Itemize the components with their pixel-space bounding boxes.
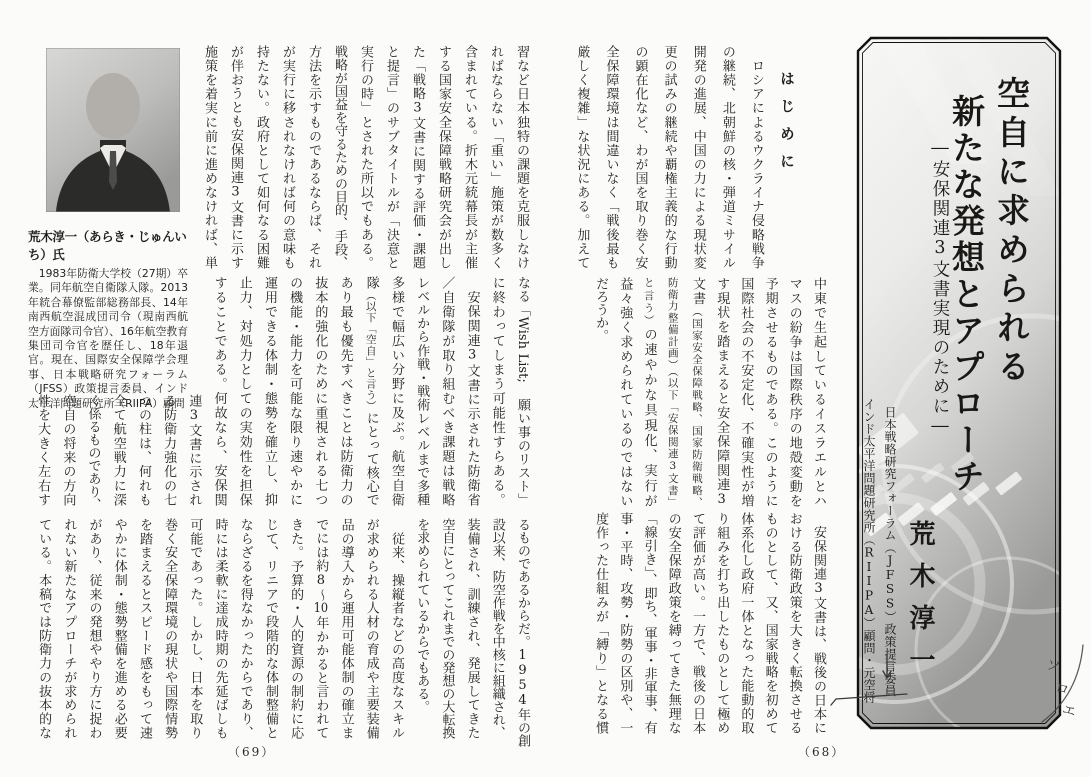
text-column: 可能であった。しかし、日本を取り [187,518,203,739]
text-column: 装備され、訓練され、発展してきた [464,518,480,739]
text-column: ている。本稿では防衛力の抜本的な [36,518,52,739]
left-page-band-middle [30,276,535,511]
text-column: 防衛力整備計画）（以下「安保関連3文書」 [666,277,679,507]
text-column: れない新たなアプローチが求められ [61,518,77,739]
text-column: なる「Wish List; 願い事のリスト」 [515,276,530,507]
text-column: 全て航空戦力に深 [110,394,126,506]
text-column: 隊（以下「空自」と言う）にとって核心で [363,276,379,507]
text-column: ならざるを得なかったからであり、 [237,518,253,739]
right-page-band-lower [588,512,830,734]
text-column: することである。何故なら、安保関 [211,276,227,506]
text-column: ロシアによるウクライナ侵略戦争 [748,45,764,269]
text-column: 設以来、防空作戦を中核に組織され、 [489,518,505,739]
text-column: の継続、北朝鮮の核・弾道ミサイル [719,45,735,269]
article-title-line2: 新たな発想とアプローチ [947,94,986,496]
text-column: おける防衛政策を大きく転換させる [786,512,802,734]
text-column: があり、従来の発想ややり方に捉わ [86,518,102,739]
text-column: 事・平時、攻勢・防勢の区別や、一 [617,512,633,734]
text-column: ／自衛隊が取り組むべき課題は戦略 [439,276,455,506]
title-block [856,36,1062,730]
text-column: 運用できる体制・態勢を確立し、抑 [261,276,277,506]
text-column: 更の試みの継続や覇権主義的な行動 [661,45,677,269]
page-number-left: （69） [228,745,276,759]
text-column: ものとして、又、国家戦略を初めて [762,512,778,734]
text-column: と提言」のサブタイトルが「決意と [384,45,399,269]
text-column: 文書（国家安全保障戦略、国家防衛戦略、 [689,277,705,508]
text-column: 連3文書に示され [186,394,202,506]
author-name: 荒木淳一 [905,520,935,688]
right-page-band-middle [588,277,830,507]
text-column: 国際社会の不安定化、不確実性が増 [738,277,754,507]
text-column: 性を大きく左右す [35,394,51,506]
article-title-line1: 空自に求められる [992,76,1031,388]
text-column: の機能・能力を可能な限り速やかに [287,276,303,506]
right-page-band-intro [566,45,800,269]
text-column: 全保障環境は間違いなく「戦後最も [603,45,619,269]
text-column: を求められているからでもある。 [414,518,430,713]
text-column: つの柱は、何れも [135,394,151,506]
text-column: 多様で幅広い分野に及ぶ。航空自衛 [388,276,404,506]
text-column: 実行の時」とされた所以でもある。 [358,45,373,269]
text-column: じて、リニアで段階的な体制整備と [262,518,278,739]
text-column: だろうか。 [593,277,609,342]
author-bio-text: 1983年防衛大学校（27期）卒業。同年航空自衛隊入隊。2013年統合幕僚監部総務部長、14年南西航空混成団司令（現南西航空方面隊司令官）、16年航空教育集団司令官を歴任し、18年退官。現在、国際安全保障学会理事、日本戦略研究フォーラム（JFSS）政策提言委員、インド太平洋問題研究所（RIIPA）顧問 [28,267,188,410]
text-column: 止力、対処力としての実効性を担保 [236,276,252,506]
text-column: る防衛力強化の七 [161,394,177,506]
text-column: く係るものであり、 [85,394,101,511]
svg-text:エ: エ [1059,701,1079,722]
left-page-band-upper [196,45,534,269]
text-column: はじめに [778,71,794,181]
text-column: あり最も優先すべきことは防衛力の [337,276,353,506]
text-column: 益々強く求められているのではない [617,277,633,507]
text-column: と言う）の速やかな具現化、実行が [641,277,657,508]
author-bio-name: 荒木淳一（あらき・じゅんいち）氏 [28,229,187,262]
text-column: マスの紛争は国際秩序の地殻変動を [786,277,802,507]
text-column: 安保関連3文書は、戦後の日本に [811,512,826,734]
text-column: た「戦略3文書に関する評価・課題 [410,45,425,269]
author-affiliation-line2: インド太平洋問題研究所（RIIPA）顧問・元空将 [862,398,876,704]
author-affiliation-line1: 日本戦略研究フォーラム（JFSS）政策提言委員 [883,406,897,697]
text-column: て評価が高い。一方で、戦後の日本 [689,512,705,734]
text-column: 戦略が国益を守るための目的、手段、 [332,45,347,269]
text-column: 厳しく複雑」な状況にある。加えて [574,45,590,269]
author-photo-image [46,48,180,212]
text-column: が伴おうとも安保関連3文書に示す [228,45,243,269]
text-column: 空自にとってこれまでの発想の大転換 [439,518,455,739]
text-column: 習など日本独特の課題を克服しなけ [514,45,529,269]
text-column: ればならない「重い」施策が数多く [488,45,503,269]
text-column: 予期させるものである。このように [762,277,778,507]
text-column: 空自の将来の方向 [60,394,76,506]
article-subtitle: ―安保関連3文書実現のために― [930,138,950,438]
text-column: やかに体制・態勢整備を進める必要 [111,518,127,739]
text-column: 中東で生起しているイスラエルとハ [811,277,826,507]
text-column: 「線引き」、即ち、軍事・非軍事、有 [641,512,657,734]
text-column: 従来、操縦者などの高度なスキル [388,518,404,739]
text-column: きた。予算的・人的資源の制約に応 [288,518,304,739]
text-column: 品の導入から運用可能体制の確立ま [338,518,354,739]
text-column: でには約8～10年かかると言われて [313,518,329,739]
text-column: す現状を踏まえると安全保障関連3 [714,277,730,507]
text-column: の安全保障政策を縛ってきた無理な [665,512,681,734]
text-column: 抜本的強化のために重視される七つ [312,276,328,506]
text-column: 持たない。政府として如何なる困難 [254,45,269,269]
text-column: レベルから作戦・戦術レベルまで多種 [414,276,430,506]
text-column: に終わってしまう可能性すらある。 [489,276,505,506]
text-column: 開発の進展、中国の力による現状変 [690,45,706,269]
text-column: 度作った仕組みが「縛り」となる慣 [593,512,609,734]
text-column: 施策を着実に前に進めなければ、単 [202,45,217,269]
svg-text:ソ: ソ [1043,656,1063,677]
left-page-band-lower [30,518,535,747]
text-column: 巻く安全保障環境の現状や国際情勢 [162,518,178,739]
text-column: 含まれている。折木元統幕長が主催 [462,45,477,269]
text-column: るものであるからだ。1954年の創 [515,518,530,747]
text-column: 体系化し政府一体となった能動的取 [738,512,754,734]
text-column: 方法を示すものであるならば、それ [306,45,321,269]
text-column: する国家安全保障戦略研究会が出し [436,45,451,269]
author-photo [46,48,180,212]
text-column: が実行に移されなければ何の意味も [280,45,295,269]
svg-text:ロ: ロ [1052,679,1072,700]
text-column: を踏まえるとスピード感をもって速 [136,518,152,739]
page-number-right: （68） [798,745,846,759]
text-column: の顕在化など、わが国を取り巻く安 [632,45,648,269]
text-column: 安保関連3文書に示された防衛省 [464,276,480,506]
text-column: が求められる人材の育成や主要装備 [363,518,379,739]
text-column: 時には柔軟に達成時期の先延ばしも [212,518,228,739]
text-column: り組みを打ち出したものとして極め [714,512,730,734]
